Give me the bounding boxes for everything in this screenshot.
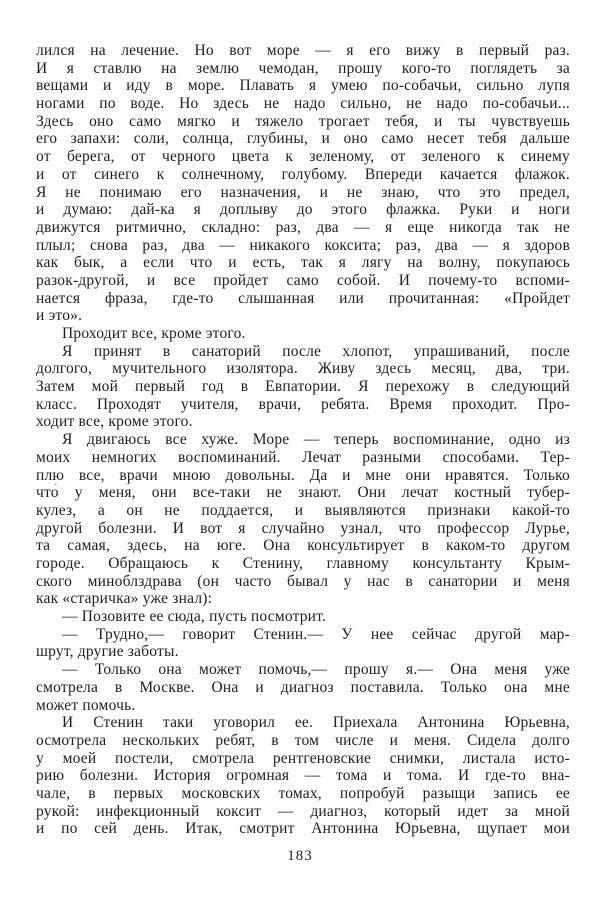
text-line: плю все, врачи мною довольны. Да и мне они нравятся. Только: [36, 466, 570, 484]
text-line: Я принят в санаторий после хлопот, упрашиваний, после: [62, 342, 570, 360]
text-line: вещами и иду в море. Плавать я умею по-собачьи, сильно лупя: [36, 77, 570, 95]
text-line: разок-другой, и все пройдет само собой. И почему-то вспоми-: [36, 271, 570, 289]
text-line: ходит все, кроме этого.: [36, 413, 193, 431]
text-line: осмотрела нескольких ребят, в том числе и меня. Сидела долго: [36, 731, 570, 749]
text-line: И я ставлю на землю чемодан, прошу кого-то поглядеть за: [36, 59, 570, 77]
text-line: может помочь.: [36, 696, 136, 714]
text-line: Я не понимаю его назначения, и не знаю, что это предел,: [36, 183, 570, 201]
text-line: шрут, другие заботы.: [36, 643, 179, 661]
text-line: рию болезни. История огромная — тома и тома. И где-то вна-: [36, 767, 570, 785]
text-line: его запахи: соли, солнца, глубины, и оно само несет тебя дальше: [36, 130, 570, 148]
text-line: что́ у меня, они все-таки не знают. Они лечат костный тубер-: [36, 484, 570, 502]
text-line: рукой: инфекционный коксит — диагноз, который идет за мной: [36, 802, 570, 820]
text-line: другой болезни. И вот я случайно узнал, что профессор Лурье,: [36, 519, 570, 537]
text-line: Затем мой первый год в Евпатории. Я перехожу в следующий: [36, 378, 570, 396]
text-line: городе. Обращаюсь к Стенину, главному консультанту Крым-: [36, 554, 570, 572]
text-line: нается фраза, где-то слышанная или прочитанная: «Пройдет: [36, 289, 570, 307]
text-line: долгого, мучительного изолятора. Живу здесь месяц, два, три.: [36, 360, 570, 378]
text-line: ского миноблздрава (он часто бывал у нас в санатории и меня: [36, 572, 570, 590]
text-line: — Только она может помочь,— прошу я.— Она меня уже: [62, 661, 570, 679]
text-line: плыл; снова раз, два — никакого коксита; раз, два — я здоров: [36, 236, 570, 254]
text-line: Я двигаюсь все хуже. Море — теперь воспоминание, одно из: [62, 431, 570, 449]
text-line: от берега, от черного цвета к зеленому, от зеленого к синему: [36, 148, 570, 166]
text-line: — Трудно,— говорит Стенин.— У нее сейчас другой мар-: [62, 625, 570, 643]
text-line: смотрела в Москве. Она и диагноз поставила. Только она мне: [36, 678, 570, 696]
text-line: как «старичка» уже знал):: [36, 590, 213, 608]
text-line: и по сей день. Итак, смотрит Антонина Юрьевна, щупает мои: [36, 820, 570, 838]
text-line: и от синего к солнечному, голубому. Впереди качается флажок.: [36, 165, 570, 183]
text-line: ногами по воде. Но здесь не надо сильно, не надо по-собачьи...: [36, 95, 570, 113]
text-line: И Стенин таки уговорил ее. Приехала Антонина Юрьевна,: [62, 714, 570, 732]
page-number: 183: [287, 848, 313, 864]
text-line: и это».: [36, 307, 83, 325]
text-line: движутся ритмично, складно: раз, два — я еще никогда так не: [36, 218, 570, 236]
text-line: лился на лечение. Но вот море — я его вижу в первый раз.: [36, 42, 570, 59]
text-line: та самая, здесь, на юге. Она консультирует в каком-то другом: [36, 537, 570, 555]
text-line: Здесь оно само мягко и тяжело трогает тебя, и ты чувствуешь: [36, 112, 570, 130]
text-line: класс. Проходят учителя, врачи, ребята. Время проходит. Про-: [36, 395, 570, 413]
text-line: Проходит все, кроме этого.: [62, 325, 246, 343]
text-line: как бык, а если что и есть, так я лягу на волну, покупаюсь: [36, 254, 570, 272]
text-line: у моей постели, смотрела рентгеновские снимки, листала исто-: [36, 749, 570, 767]
text-line: кулез, а он не поддается, и выявляются признаки какой-то: [36, 501, 570, 519]
text-line: чале, в первых московских томах, попробуй разыщи запись ее: [36, 784, 570, 802]
text-line: и думаю: дай-ка я доплыву до этого флажка. Руки и ноги: [36, 201, 570, 219]
text-line: — Позовите ее сюда, пусть посмотрит.: [62, 608, 327, 626]
text-line: моих немногих воспоминаний. Лечат разными способами. Тер-: [36, 448, 570, 466]
text-block: [36, 42, 570, 838]
